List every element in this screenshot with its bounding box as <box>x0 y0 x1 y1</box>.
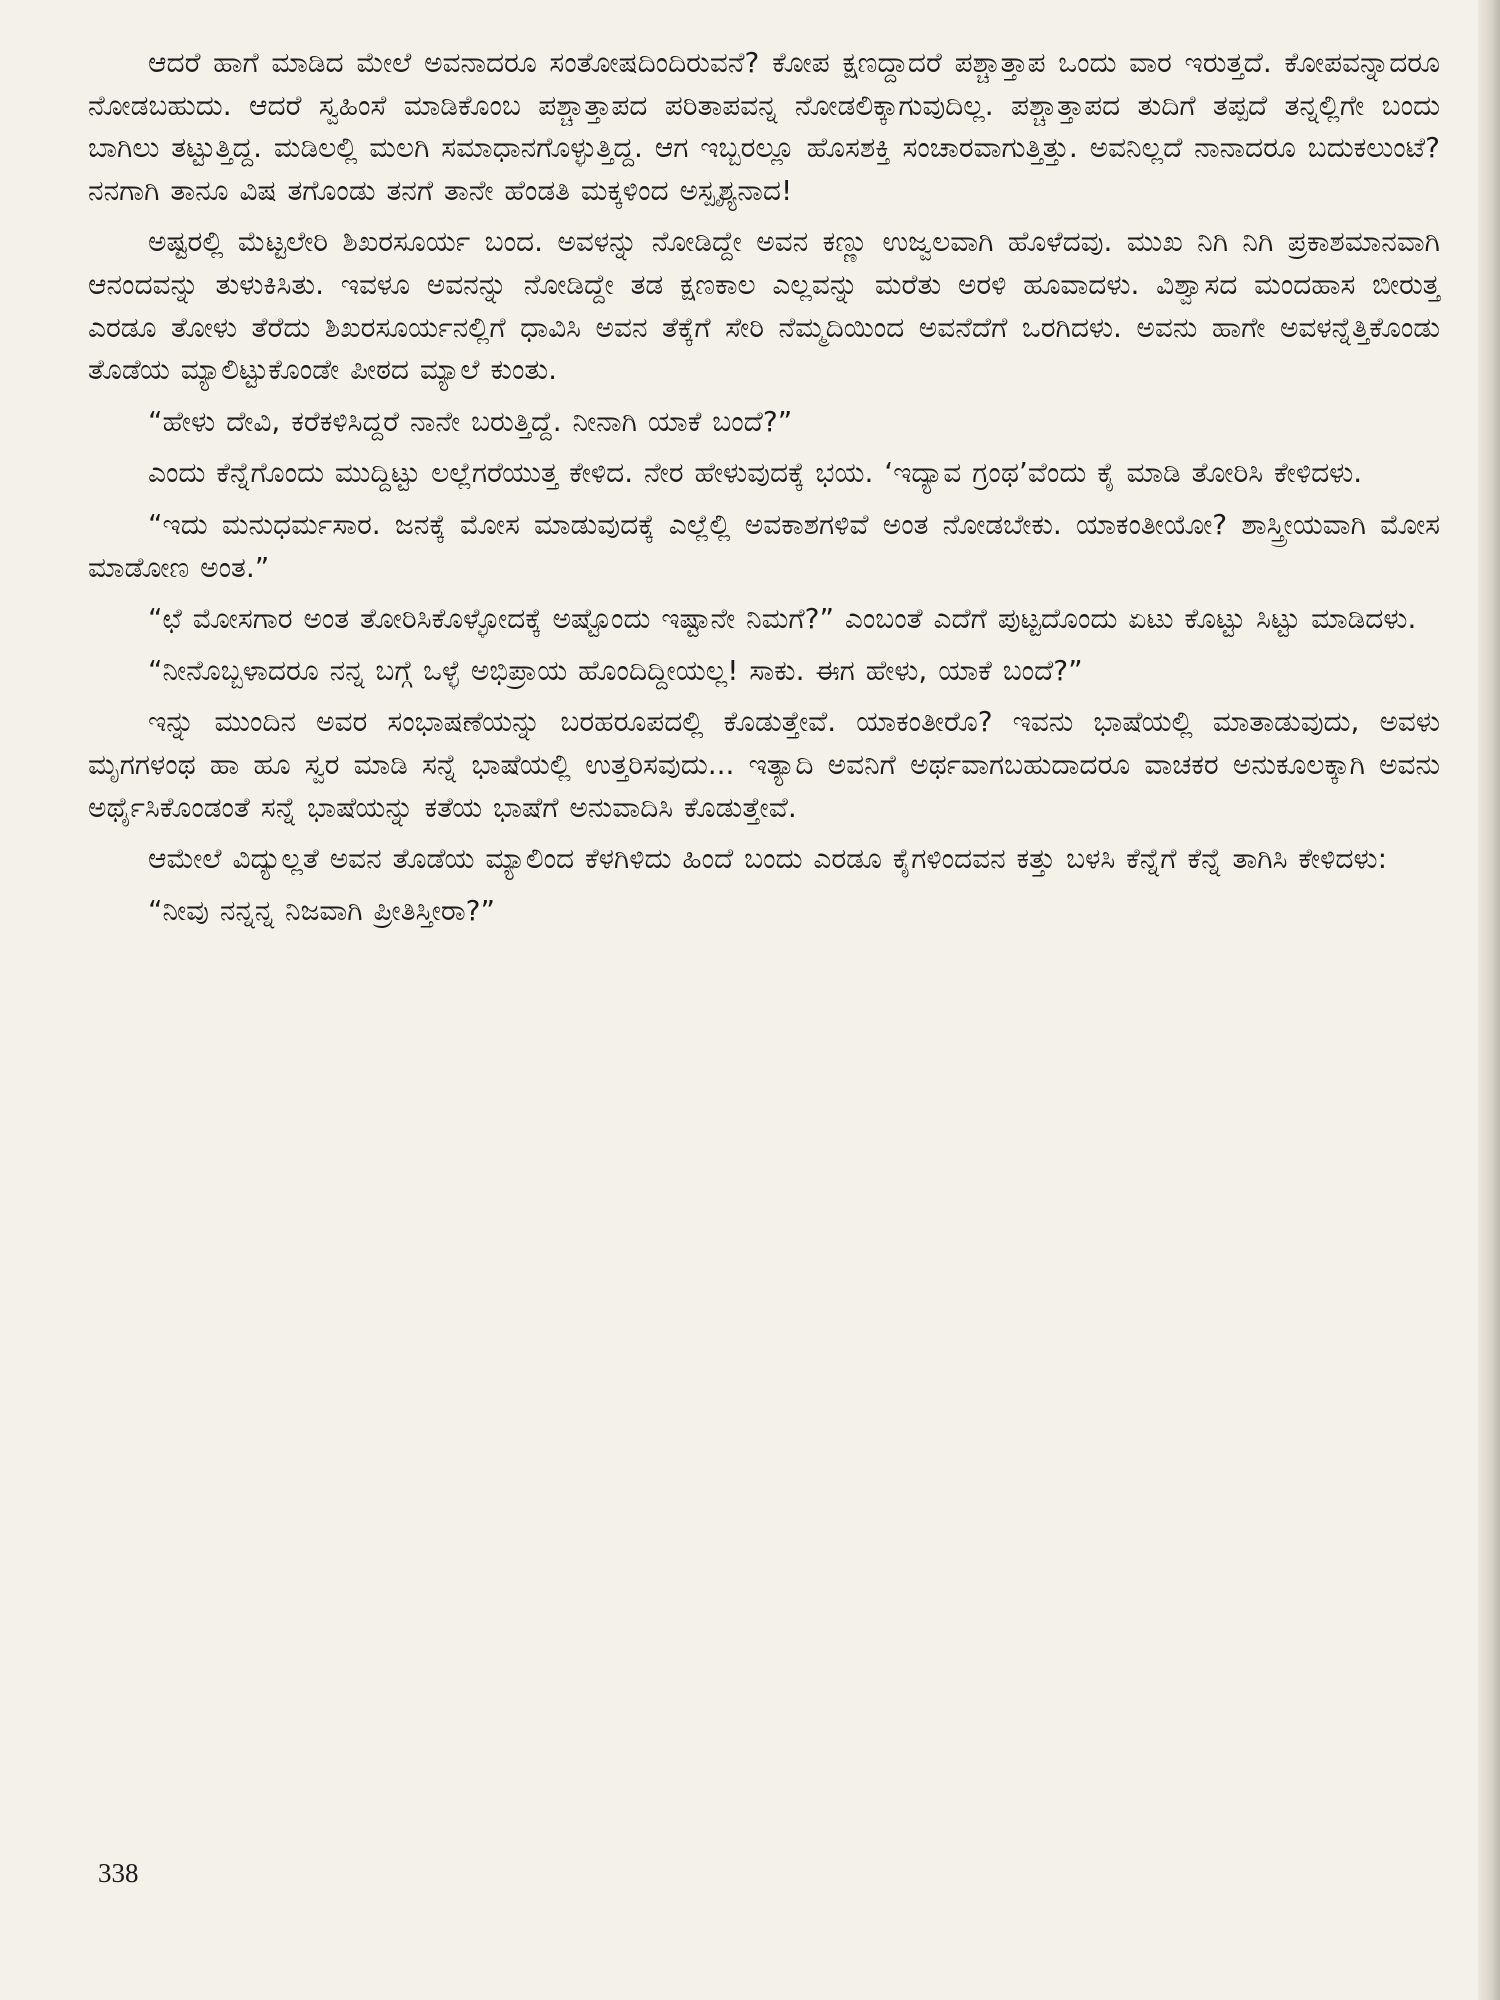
body-text <box>88 42 1440 941</box>
dialogue-paragraph: “ಇದು ಮನುಧರ್ಮಸಾರ. ಜನಕ್ಕೆ ಮೋಸ ಮಾಡುವುದಕ್ಕೆ ಎಲ್ಲೆಲ್ಲಿ ಅವಕಾಶಗಳಿವೆ ಅಂತ ನೋಡಬೇಕು. ಯಾಕಂತೀಯೋ? ಶಾಸ್ತ್ರೀಯವಾಗಿ ಮೋಸ ಮಾಡೋಣ ಅಂತ.” <box>88 507 1440 584</box>
paragraph: ಇನ್ನು ಮುಂದಿನ ಅವರ ಸಂಭಾಷಣೆಯನ್ನು ಬರಹರೂಪದಲ್ಲಿ ಕೊಡುತ್ತೇವೆ. ಯಾಕಂತೀರೊ? ಇವನು ಭಾಷೆಯಲ್ಲಿ ಮಾತಾಡುವುದು, ಅವಳು ಮೃಗಗಳಂಥ ಹಾ ಹೂ ಸ್ವರ ಮಾಡಿ ಸನ್ನೆ ಭಾಷೆಯಲ್ಲಿ ಉತ್ತರಿಸವುದು... ಇತ್ಯಾದಿ ಅವನಿಗೆ ಅರ್ಥವಾಗಬಹುದಾದರೂ ವಾಚಕರ ಅನುಕೂಲಕ್ಕಾಗಿ ಅವನು ಅರ್ಥೈಸಿಕೊಂಡಂತೆ ಸನ್ನೆ ಭಾಷೆಯನ್ನು ಕತೆಯ ಭಾಷೆಗೆ ಅನುವಾದಿಸಿ ಕೊಡುತ್ತೇವೆ. <box>88 705 1440 824</box>
page-number: 338 <box>98 1858 139 1888</box>
paragraph: ಅಷ್ಟರಲ್ಲಿ ಮೆಟ್ಟಲೇರಿ ಶಿಖರಸೂರ್ಯ ಬಂದ. ಅವಳನ್ನು ನೋಡಿದ್ದೇ ಅವನ ಕಣ್ಣು ಉಜ್ವಲವಾಗಿ ಹೊಳೆದವು. ಮುಖ ನಿಗಿ ನಿಗಿ ಪ್ರಕಾಶಮಾನವಾಗಿ ಆನಂದವನ್ನು ತುಳುಕಿಸಿತು. ಇವಳೂ ಅವನನ್ನು ನೋಡಿದ್ದೇ ತಡ ಕ್ಷಣಕಾಲ ಎಲ್ಲವನ್ನು ಮರೆತು ಅರಳಿ ಹೂವಾದಳು. ವಿಶ್ವಾಸದ ಮಂದಹಾಸ ಬೀರುತ್ತ ಎರಡೂ ತೋಳು ತೆರೆದು ಶಿಖರಸೂರ್ಯನಲ್ಲಿಗೆ ಧಾವಿಸಿ ಅವನ ತೆಕ್ಕೆಗೆ ಸೇರಿ ನೆಮ್ಮದಿಯಿಂದ ಅವನೆದೆಗೆ ಒರಗಿದಳು. ಅವನು ಹಾಗೇ ಅವಳನ್ನೆತ್ತಿಕೊಂಡು ತೊಡೆಯ ಮ್ಯಾಲಿಟ್ಟುಕೊಂಡೇ ಪೀಠದ ಮ್ಯಾಲೆ ಕುಂತು. <box>88 225 1440 387</box>
dialogue-paragraph: “ಛೆ ಮೋಸಗಾರ ಅಂತ ತೋರಿಸಿಕೊಳ್ಳೋದಕ್ಕೆ ಅಷ್ಟೊಂದು ಇಷ್ಟಾನೇ ನಿಮಗೆ?” ಎಂಬಂತೆ ಎದೆಗೆ ಪುಟ್ಟದೊಂದು ಏಟು ಕೊಟ್ಟು ಸಿಟ್ಟು ಮಾಡಿದಳು. <box>148 602 1417 636</box>
paragraph: ಆಮೇಲೆ ವಿದ್ಯುಲ್ಲತೆ ಅವನ ತೊಡೆಯ ಮ್ಯಾಲಿಂದ ಕೆಳಗಿಳಿದು ಹಿಂದೆ ಬಂದು ಎರಡೂ ಕೈಗಳಿಂದವನ ಕತ್ತು ಬಳಸಿ ಕೆನ್ನೆಗೆ ಕೆನ್ನೆ ತಾಗಿಸಿ ಕೇಳಿದಳು: <box>148 842 1388 876</box>
paragraph: ಎಂದು ಕೆನ್ನೆಗೊಂದು ಮುದ್ದಿಟ್ಟು ಲಲ್ಲೆಗರೆಯುತ್ತ ಕೇಳಿದ. ನೇರ ಹೇಳುವುದಕ್ಕೆ ಭಯ. ‘ಇದ್ಯಾವ ಗ್ರಂಥ’ವೆಂದು ಕೈ ಮಾಡಿ ತೋರಿಸಿ ಕೇಳಿದಳು. <box>148 456 1363 490</box>
page-edge <box>1478 0 1500 2000</box>
dialogue-paragraph: “ನೀನೊಬ್ಬಳಾದರೂ ನನ್ನ ಬಗ್ಗೆ ಒಳ್ಳೆ ಅಭಿಪ್ರಾಯ ಹೊಂದಿದ್ದೀಯಲ್ಲ! ಸಾಕು. ಈಗ ಹೇಳು, ಯಾಕೆ ಬಂದೆ?” <box>148 653 1083 687</box>
dialogue-paragraph: “ನೀವು ನನ್ನನ್ನ ನಿಜವಾಗಿ ಪ್ರೀತಿಸ್ತೀರಾ?” <box>148 893 495 927</box>
dialogue-paragraph: “ಹೇಳು ದೇವಿ, ಕರೆಕಳಿಸಿದ್ದರೆ ನಾನೇ ಬರುತ್ತಿದ್ದೆ. ನೀನಾಗಿ ಯಾಕೆ ಬಂದೆ?” <box>148 404 793 438</box>
paragraph: ಆದರೆ ಹಾಗೆ ಮಾಡಿದ ಮೇಲೆ ಅವನಾದರೂ ಸಂತೋಷದಿಂದಿರುವನೆ? ಕೋಪ ಕ್ಷಣದ್ದಾದರೆ ಪಶ್ಚಾತ್ತಾಪ ಒಂದು ವಾರ ಇರುತ್ತದೆ. ಕೋಪವನ್ನಾದರೂ ನೋಡಬಹುದು. ಆದರೆ ಸ್ವಹಿಂಸೆ ಮಾಡಿಕೊಂಬ ಪಶ್ಚಾತ್ತಾಪದ ಪರಿತಾಪವನ್ನ ನೋಡಲಿಕ್ಕಾಗುವುದಿಲ್ಲ. ಪಶ್ಚಾತ್ತಾಪದ ತುದಿಗೆ ತಪ್ಪದೆ ತನ್ನಲ್ಲಿಗೇ ಬಂದು ಬಾಗಿಲು ತಟ್ಟುತ್ತಿದ್ದ. ಮಡಿಲಲ್ಲಿ ಮಲಗಿ ಸಮಾಧಾನಗೊಳ್ಳುತ್ತಿದ್ದ. ಆಗ ಇಬ್ಬರಲ್ಲೂ ಹೊಸಶಕ್ತಿ ಸಂಚಾರವಾಗುತ್ತಿತ್ತು. ಅವನಿಲ್ಲದೆ ನಾನಾದರೂ ಬದುಕಲುಂಟೆ? ನನಗಾಗಿ ತಾನೂ ವಿಷ ತಗೊಂಡು ತನಗೆ ತಾನೇ ಹೆಂಡತಿ ಮಕ್ಕಳಿಂದ ಅಸ್ಪೃಶ್ಯನಾದ! <box>88 46 1440 207</box>
